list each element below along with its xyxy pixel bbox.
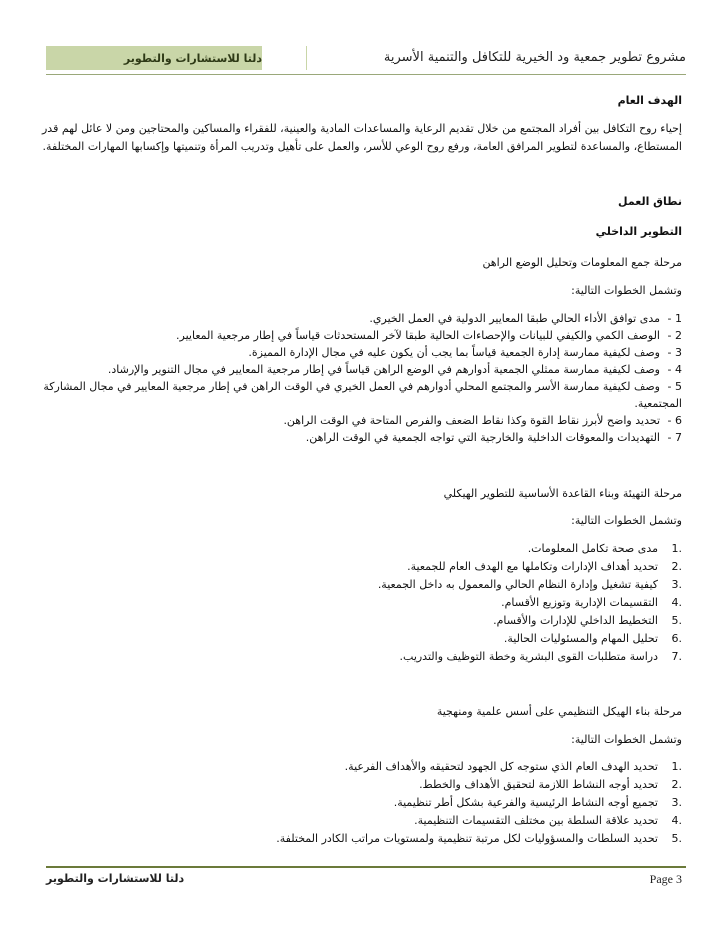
item-number: .2 [671, 560, 682, 573]
list-item [42, 794, 682, 812]
list-item [42, 830, 682, 848]
item-text: التهديدات والمعوقات الداخلية والخارجية التي تواجه الجمعية في الوقت الراهن. [305, 431, 660, 444]
scope-heading: نطاق العمل [618, 195, 682, 208]
phase2-title: مرحلة التهيئة وبناء القاعدة الأساسية للتطوير الهيكلي [443, 487, 682, 500]
item-text: وصف لكيفية ممارسة الأسر والمجتمع المحلي أدوارهم في العمل الخيري في الوقت الراهن في إطار مرجعية المعايير في مجال المشاركة [43, 380, 660, 393]
item-number: .5 [671, 614, 682, 627]
list-item [42, 429, 682, 446]
phase1-title: مرحلة جمع المعلومات وتحليل الوضع الراهن [482, 256, 682, 269]
list-item [42, 412, 682, 429]
header-org-name: دلتا للاستشارات والتطوير [46, 46, 262, 70]
item-number: .3 [671, 578, 682, 591]
item-text: التخطيط الداخلي للإدارات والأقسام. [493, 614, 658, 627]
item-text: تحديد علاقة السلطة بين مختلف التقسيمات التنظيمية. [414, 814, 658, 827]
page-number: Page 3 [649, 872, 682, 886]
item-text: وصف لكيفية ممارسة إدارة الجمعية قياساً بما يجب أن يكون عليه في مجال الإدارة المميزة. [248, 346, 660, 359]
item-number: .5 [671, 832, 682, 845]
item-number: .4 [671, 814, 682, 827]
item-text: تحديد أوجه النشاط اللازمة لتحقيق الأهداف والخطط. [419, 778, 658, 791]
item-text: تجميع أوجه النشاط الرئيسية والفرعية بشكل أطر تنظيمية. [393, 796, 658, 809]
list-item [42, 648, 682, 666]
item-number: 3 - [667, 346, 682, 359]
item-number: 1 - [667, 312, 682, 325]
list-item [42, 540, 682, 558]
item-number: .2 [671, 778, 682, 791]
list-item [42, 558, 682, 576]
item-text: التقسيمات الإدارية وتوزيع الأقسام. [501, 596, 658, 609]
item-number: .7 [671, 650, 682, 663]
list-item [42, 378, 682, 395]
item-text: كيفية تشغيل وإدارة النظام الحالي والمعمول به داخل الجمعية. [377, 578, 658, 591]
item-number: .6 [671, 632, 682, 645]
list-item [42, 344, 682, 361]
phase1-steps-label: وتشمل الخطوات التالية: [571, 284, 682, 297]
list-item [42, 327, 682, 344]
general-goal-heading: الهدف العام [617, 94, 682, 107]
item-text: مدى صحة تكامل المعلومات. [527, 542, 658, 555]
phase3-list [42, 758, 682, 848]
item-text: المجتمعية. [634, 397, 682, 410]
item-text: مدى توافق الأداء الحالي طبقا المعايير الدولية في العمل الخيري. [369, 312, 660, 325]
list-item [42, 576, 682, 594]
footer-rule [46, 866, 686, 868]
list-item [42, 812, 682, 830]
list-item [42, 776, 682, 794]
item-text: تحديد أهداف الإدارات وتكاملها مع الهدف العام للجمعية. [407, 560, 658, 573]
item-number: 5 - [667, 380, 682, 393]
phase3-steps-label: وتشمل الخطوات التالية: [571, 733, 682, 746]
list-item [42, 630, 682, 648]
page-header [46, 46, 686, 70]
item-number: 6 - [667, 414, 682, 427]
scope-subheading: التطوير الداخلي [595, 225, 682, 238]
item-number: .3 [671, 796, 682, 809]
item-text: وصف لكيفية ممارسة ممثلي الجمعية أدوارهم في الوضع الراهن قياساً في إطار مرجعية المعايير في مجال التنوير والإرشاد. [107, 363, 660, 376]
phase1-list [42, 310, 682, 446]
item-number: 4 - [667, 363, 682, 376]
item-text: تحديد الهدف العام الذي ستوجه كل الجهود لتحقيقه والأهداف الفرعية. [344, 760, 658, 773]
phase3-title: مرحلة بناء الهيكل التنظيمي على أسس علمية ومنهجية [436, 705, 682, 718]
list-item [42, 310, 682, 327]
item-number: 7 - [667, 431, 682, 444]
list-item [42, 612, 682, 630]
item-text: دراسة متطلبات القوى البشرية وخطة التوظيف والتدريب. [399, 650, 658, 663]
header-project-title: مشروع تطوير جمعية ود الخيرية للتكافل والتنمية الأسرية [383, 50, 686, 65]
list-item-continuation [42, 395, 682, 412]
item-text: تحديد واضح لأبرز نقاط القوة وكذا نقاط الضعف والفرص المتاحة في الوقت الراهن. [283, 414, 660, 427]
item-text: تحليل المهام والمسئوليات الحالية. [503, 632, 658, 645]
item-text: الوصف الكمي والكيفي للبيانات والإحصاءات الحالية طبقا لآخر المستحدثات قياساً في إطار مرجعية المعايير. [176, 329, 660, 342]
item-number: .1 [671, 760, 682, 773]
item-number: .1 [671, 542, 682, 555]
phase2-list [42, 540, 682, 666]
phase2-steps-label: وتشمل الخطوات التالية: [571, 514, 682, 527]
general-goal-text: إحياء روح التكافل بين أفراد المجتمع من خلال تقديم الرعاية والمساعدات المادية والعينية، للفقراء والمساكين والمحتاجين ومن لا عائل لهم قدر المستطاع، والمساعدة لتطوير المرافق العامة، ورفع روح الوعي للأسر، والعمل على تأهيل وتدريب المرأة وتنميتها وإكسابها المهارات المختلفة. [42, 122, 682, 153]
item-number: 2 - [667, 329, 682, 342]
list-item [42, 594, 682, 612]
header-rule [46, 74, 686, 75]
footer-org-name: دلتا للاستشارات والتطوير [46, 872, 185, 885]
item-number: .4 [671, 596, 682, 609]
item-text: تحديد السلطات والمسؤوليات لكل مرتبة تنظيمية ولمستويات مراتب الكادر المختلفة. [276, 832, 658, 845]
list-item [42, 361, 682, 378]
list-item [42, 758, 682, 776]
